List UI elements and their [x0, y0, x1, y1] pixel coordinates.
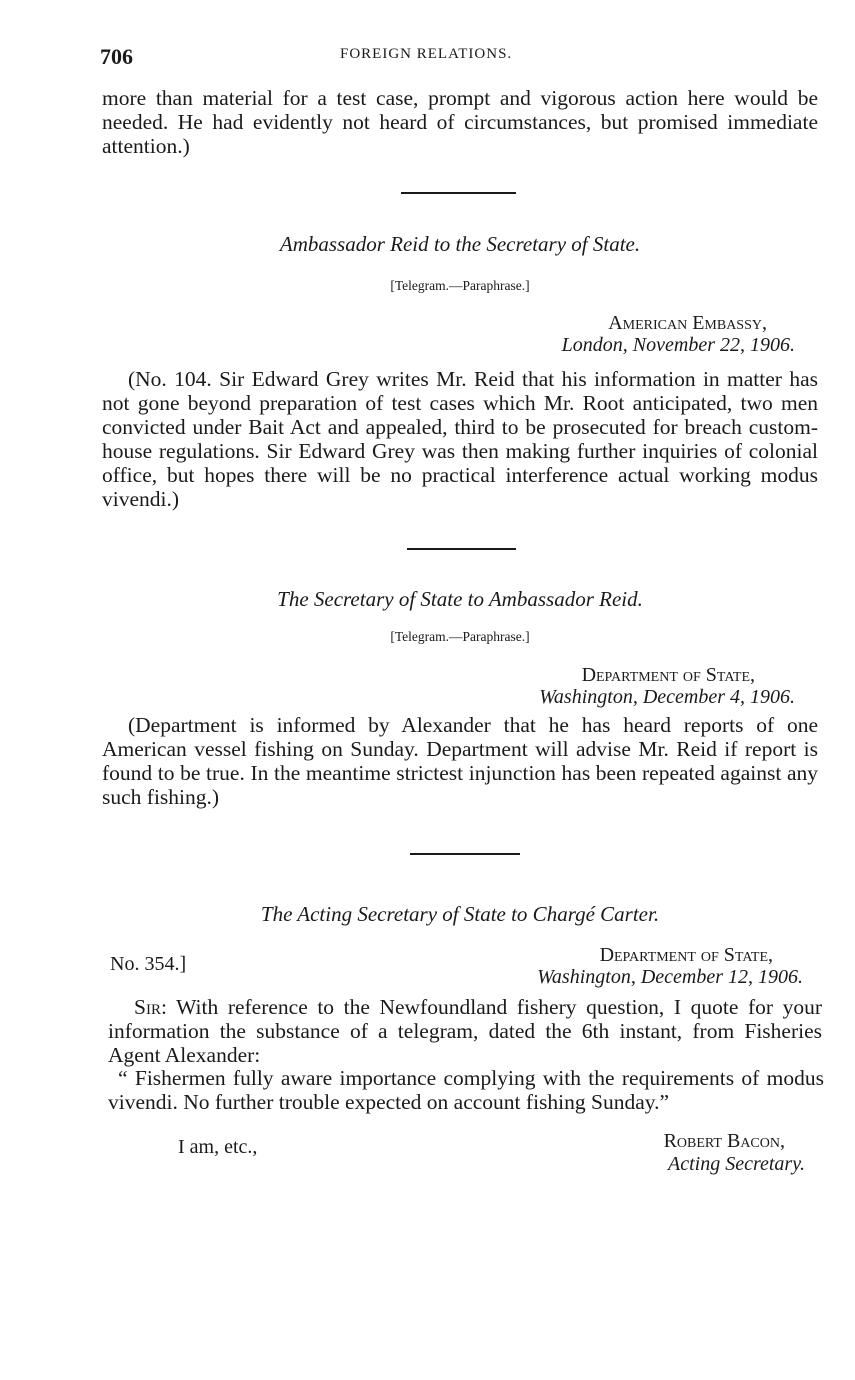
quoted-telegram: “ Fishermen fully aware importance complying with the requirements of modus vivendi. No further trouble expected on account fishing Sunday.”: [108, 1066, 824, 1114]
signature-title: Acting Secretary.: [668, 1153, 805, 1175]
running-head: FOREIGN RELATIONS.: [340, 46, 513, 62]
page-number: 706: [100, 44, 133, 69]
closing: I am, etc.,: [178, 1136, 258, 1158]
intro-paragraph: more than material for a test case, prompt and vigorous action here would be needed. He had evidently not heard of circumstances, but promised immediate attention.): [102, 86, 818, 158]
signature-name: Robert Bacon,: [663, 1130, 785, 1152]
section-1-place: American Embassy,: [608, 312, 767, 334]
section-2-dateline: Washington, December 4, 1906.: [539, 686, 795, 708]
section-1-dateline: London, November 22, 1906.: [561, 334, 795, 356]
section-3-number: No. 354.]: [110, 953, 187, 975]
section-divider: [407, 548, 516, 550]
section-1-heading: Ambassador Reid to the Secretary of State.: [279, 232, 641, 256]
section-2-note: [Telegram.—Paraphrase.]: [390, 629, 530, 644]
section-3-dateline: Washington, December 12, 1906.: [537, 966, 803, 988]
section-2-place: Department of State,: [581, 664, 755, 686]
salutation: Sir: [134, 995, 161, 1019]
section-1-body: (No. 104. Sir Edward Grey writes Mr. Reid that his information in matter has not gone beyond preparation of test cases which Mr. Root anticipated, two men convicted under Bait Act and appealed, third to be prosecuted for breach custom-house regulations. Sir Edward Grey was then making further inquiries of colonial office, but hopes there will be no practical interference actual working modus vivendi.): [102, 367, 818, 511]
section-3-body: [108, 995, 822, 1067]
section-divider: [410, 853, 520, 855]
section-3-heading: The Acting Secretary of State to Chargé Carter.: [260, 902, 660, 926]
section-3-place: Department of State,: [599, 944, 773, 966]
section-2-body: (Department is informed by Alexander that he has heard reports of one American vessel fishing on Sunday. Department will advise Mr. Reid if report is found to be true. In the meantime strictest injunction has been repeated against any such fishing.): [102, 713, 818, 809]
section-1-note: [Telegram.—Paraphrase.]: [390, 278, 530, 293]
page-header: [100, 44, 820, 74]
section-3-body-text: : With reference to the Newfoundland fishery question, I quote for your information the substance of a telegram, dated the 6th instant, from Fisheries Agent Alexander:: [108, 995, 822, 1067]
section-divider: [401, 192, 516, 194]
section-2-heading: The Secretary of State to Ambassador Reid.: [277, 587, 643, 611]
